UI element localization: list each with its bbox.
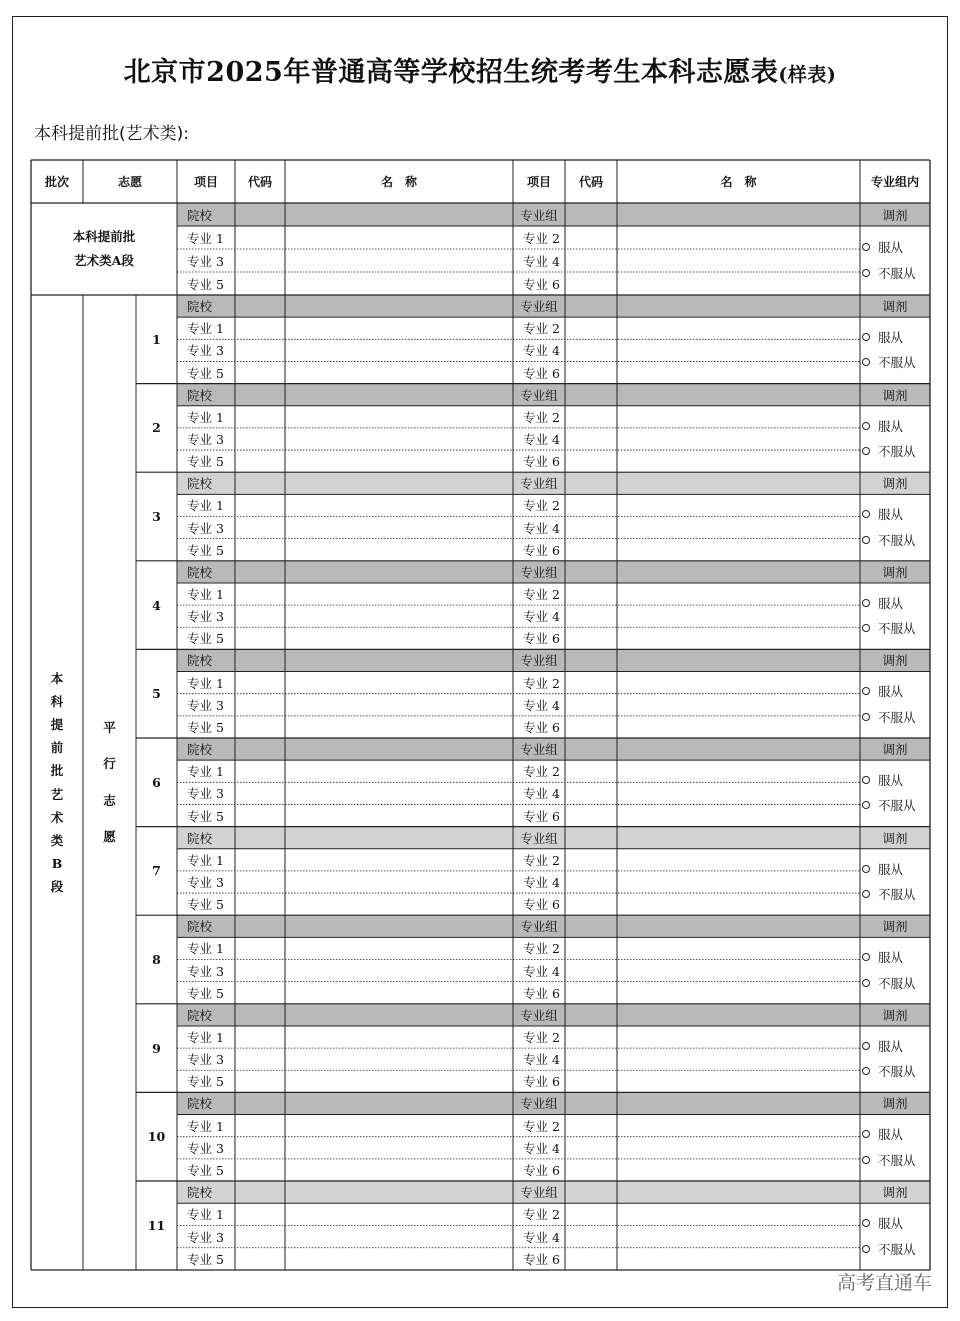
major-label: 专业 3: [187, 431, 224, 447]
major-label: 专业 2: [523, 321, 560, 337]
reject-label: 不服从: [878, 1064, 916, 1080]
major-label: 专业 1: [187, 587, 224, 602]
school-label: 院校: [187, 207, 213, 223]
choice-number: 9: [152, 1040, 161, 1056]
major-label: 专业 5: [187, 1162, 224, 1178]
group-label: 专业组: [520, 742, 558, 758]
major-label: 专业 1: [187, 764, 224, 780]
major-label: 专业 5: [187, 808, 224, 824]
major-label: 专业 6: [523, 719, 560, 735]
major-label: 专业 6: [523, 1162, 560, 1178]
major-label: 专业 4: [523, 1140, 560, 1156]
adjust-label: 调剂: [882, 742, 908, 758]
accept-label: 服从: [878, 595, 904, 611]
choice-number: 10: [147, 1129, 166, 1145]
choice-number: 2: [152, 420, 161, 436]
reject-label: 不服从: [878, 1152, 916, 1168]
school-label: 院校: [187, 564, 213, 580]
header-batch: 批次: [44, 175, 69, 189]
major-label: 专业 3: [187, 253, 224, 269]
major-label: 专业 2: [523, 764, 560, 780]
parallel-label-char: 志: [103, 792, 116, 808]
choice-number: 8: [152, 951, 161, 967]
header-group-inner: 专业组内: [870, 175, 919, 189]
header-name-1: 名 称: [380, 175, 417, 189]
parallel-label-char: 平: [103, 720, 116, 735]
major-label: 专业 2: [523, 941, 560, 957]
major-label: 专业 4: [523, 253, 560, 269]
reject-label: 不服从: [878, 886, 916, 902]
major-label: 专业 1: [187, 1118, 224, 1134]
adjust-label: 调剂: [882, 1007, 908, 1023]
accept-label: 服从: [878, 1127, 904, 1143]
major-label: 专业 5: [187, 1074, 224, 1090]
page-title: 北京市2025年普通高等学校招生统考考生本科志愿表(样表): [123, 57, 837, 88]
major-label: 专业 5: [187, 542, 224, 558]
major-label: 专业 4: [523, 1052, 560, 1068]
major-label: 专业 6: [523, 454, 560, 470]
major-label: 专业 2: [523, 1207, 560, 1223]
major-label: 专业 1: [187, 941, 224, 957]
choice-number: 11: [147, 1218, 166, 1233]
reject-label: 不服从: [878, 621, 916, 637]
major-label: 专业 4: [523, 520, 560, 536]
section-b-label-char: 本: [50, 670, 64, 686]
choice-number: 7: [152, 863, 161, 879]
section-b-label-char: 艺: [50, 786, 64, 802]
major-label: 专业 5: [187, 985, 224, 1001]
major-label: 专业 1: [187, 1030, 224, 1045]
section-b-label-char: 段: [50, 879, 64, 894]
group-label: 专业组: [520, 476, 558, 492]
group-label: 专业组: [520, 387, 558, 403]
group-label: 专业组: [520, 1007, 558, 1023]
major-label: 专业 6: [523, 808, 560, 824]
major-label: 专业 6: [523, 985, 560, 1001]
adjust-label: 调剂: [882, 387, 908, 403]
accept-label: 服从: [878, 950, 904, 966]
adjust-label: 调剂: [882, 564, 908, 580]
parallel-label-char: 愿: [103, 828, 116, 844]
major-label: 专业 3: [187, 1140, 224, 1156]
group-label: 专业组: [520, 299, 558, 315]
major-label: 专业 4: [523, 431, 560, 447]
section-subtitle: 本科提前批(艺术类):: [34, 124, 189, 144]
group-label: 专业组: [520, 830, 558, 846]
major-label: 专业 3: [187, 1052, 224, 1068]
group-label: 专业组: [520, 207, 558, 223]
accept-label: 服从: [878, 239, 904, 255]
group-label: 专业组: [520, 1096, 558, 1112]
major-label: 专业 3: [187, 963, 224, 979]
major-label: 专业 2: [523, 675, 560, 691]
section-a-label-line: 本科提前批: [72, 229, 136, 245]
school-label: 院校: [187, 1185, 213, 1201]
section-b-label-char: 批: [50, 763, 64, 779]
reject-label: 不服从: [878, 443, 916, 459]
reject-label: 不服从: [878, 798, 916, 814]
major-label: 专业 5: [187, 276, 224, 292]
major-label: 专业 2: [523, 852, 560, 868]
header-item-2: 项目: [526, 175, 551, 189]
accept-label: 服从: [878, 418, 904, 434]
section-b-label-char: B: [51, 855, 63, 871]
group-label: 专业组: [520, 564, 558, 580]
major-label: 专业 4: [523, 697, 560, 713]
major-label: 专业 4: [523, 963, 560, 979]
adjust-label: 调剂: [882, 919, 908, 935]
major-label: 专业 6: [523, 897, 560, 913]
major-label: 专业 2: [523, 1118, 560, 1134]
school-label: 院校: [187, 387, 213, 403]
major-label: 专业 5: [187, 454, 224, 470]
accept-label: 服从: [878, 861, 904, 877]
accept-label: 服从: [878, 1216, 904, 1232]
major-label: 专业 4: [523, 343, 560, 359]
group-label: 专业组: [520, 653, 558, 669]
major-label: 专业 5: [187, 631, 224, 647]
header-name-2: 名 称: [720, 175, 757, 189]
school-label: 院校: [187, 919, 213, 935]
adjust-label: 调剂: [882, 207, 908, 223]
major-label: 专业 2: [523, 230, 560, 246]
major-label: 专业 6: [523, 1074, 560, 1090]
school-label: 院校: [187, 742, 213, 758]
group-label: 专业组: [520, 919, 558, 935]
major-label: 专业 1: [187, 852, 224, 868]
accept-label: 服从: [878, 330, 904, 346]
header-item-1: 项目: [193, 175, 218, 189]
major-label: 专业 2: [523, 1030, 560, 1045]
major-label: 专业 3: [187, 786, 224, 802]
parallel-label-char: 行: [103, 756, 116, 772]
major-label: 专业 6: [523, 365, 560, 381]
major-label: 专业 4: [523, 609, 560, 625]
major-label: 专业 6: [523, 631, 560, 647]
major-label: 专业 6: [523, 276, 560, 292]
major-label: 专业 3: [187, 520, 224, 536]
school-label: 院校: [187, 1096, 213, 1112]
adjust-label: 调剂: [882, 1096, 908, 1112]
major-label: 专业 1: [187, 498, 224, 514]
major-label: 专业 3: [187, 874, 224, 890]
watermark: 高考直通车: [836, 1272, 932, 1294]
major-label: 专业 1: [187, 321, 224, 337]
section-a-label-line: 艺术类A段: [74, 253, 134, 268]
school-label: 院校: [187, 653, 213, 669]
choice-number: 1: [152, 331, 161, 347]
major-label: 专业 6: [523, 542, 560, 558]
major-label: 专业 3: [187, 609, 224, 625]
adjust-label: 调剂: [882, 476, 908, 492]
school-label: 院校: [187, 476, 213, 492]
major-label: 专业 1: [187, 230, 224, 246]
adjust-label: 调剂: [882, 830, 908, 846]
reject-label: 不服从: [878, 532, 916, 548]
adjust-label: 调剂: [882, 1185, 908, 1201]
reject-label: 不服从: [878, 265, 916, 281]
major-label: 专业 5: [187, 719, 224, 735]
choice-number: 3: [152, 508, 161, 524]
adjust-label: 调剂: [882, 299, 908, 315]
section-b-label-char: 前: [50, 740, 64, 756]
major-label: 专业 5: [187, 1251, 224, 1267]
choice-number: 6: [152, 774, 161, 790]
reject-label: 不服从: [878, 1241, 916, 1257]
section-b-label-char: 提: [50, 717, 64, 733]
group-label: 专业组: [520, 1185, 558, 1201]
major-label: 专业 6: [523, 1251, 560, 1267]
major-label: 专业 2: [523, 498, 560, 514]
major-label: 专业 3: [187, 697, 224, 713]
major-label: 专业 5: [187, 897, 224, 913]
header-wish: 志愿: [117, 175, 142, 189]
accept-label: 服从: [878, 1038, 904, 1054]
accept-label: 服从: [878, 684, 904, 700]
section-b-label-char: 术: [50, 809, 64, 825]
reject-label: 不服从: [878, 975, 916, 991]
major-label: 专业 1: [187, 1207, 224, 1223]
choice-number: 5: [152, 686, 161, 702]
section-b-label-char: 类: [50, 832, 64, 848]
major-label: 专业 4: [523, 874, 560, 890]
accept-label: 服从: [878, 507, 904, 523]
choice-number: 4: [152, 597, 161, 613]
accept-label: 服从: [878, 773, 904, 789]
major-label: 专业 2: [523, 587, 560, 602]
major-label: 专业 3: [187, 343, 224, 359]
major-label: 专业 4: [523, 786, 560, 802]
header-code-1: 代码: [247, 175, 272, 189]
header-code-2: 代码: [578, 175, 603, 189]
major-label: 专业 5: [187, 365, 224, 381]
major-label: 专业 2: [523, 409, 560, 425]
school-label: 院校: [187, 830, 213, 846]
major-label: 专业 1: [187, 675, 224, 691]
reject-label: 不服从: [878, 709, 916, 725]
major-label: 专业 4: [523, 1229, 560, 1245]
section-b-label-char: 科: [50, 694, 64, 709]
major-label: 专业 1: [187, 409, 224, 425]
school-label: 院校: [187, 1007, 213, 1023]
reject-label: 不服从: [878, 355, 916, 371]
school-label: 院校: [187, 299, 213, 315]
adjust-label: 调剂: [882, 653, 908, 669]
major-label: 专业 3: [187, 1229, 224, 1245]
